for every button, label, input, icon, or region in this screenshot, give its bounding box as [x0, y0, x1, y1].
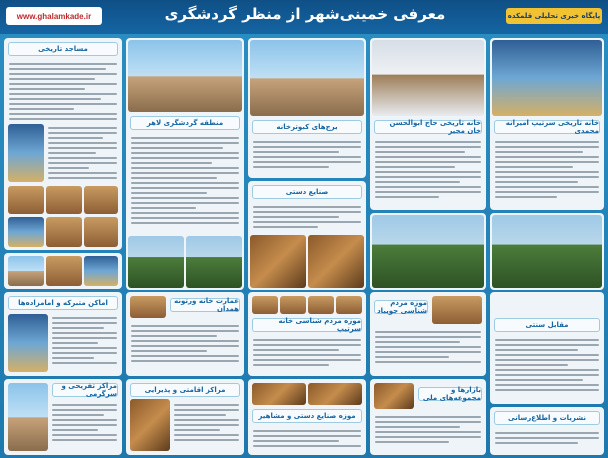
pigeon-text — [253, 138, 361, 176]
crafts-text — [253, 203, 361, 233]
stores-photo — [130, 296, 166, 318]
handcraft-photo-1 — [252, 383, 306, 405]
holy-title: اماکن متبرکه و امامزاده‌ها — [8, 296, 118, 310]
sartip-photo-4 — [336, 296, 362, 314]
mosque-photo-2 — [8, 186, 44, 214]
hajbagher-title: خانه تاریخی حاج ابوالحسن خان مجیر — [374, 120, 482, 134]
residence-photo — [130, 399, 170, 451]
bazaar-photo — [374, 383, 414, 409]
recreation-title: مراکز تفریحی و سرگرمی — [52, 383, 118, 397]
imamzadeh-photo — [492, 40, 602, 116]
residence-title: مراکز اقامتی و پذیرایی — [130, 383, 240, 397]
holy-text — [52, 314, 117, 372]
sartip-photo-3 — [308, 296, 334, 314]
sartip-photo-2 — [280, 296, 306, 314]
local-food-text — [495, 336, 599, 402]
mosque-photo-3 — [46, 186, 82, 214]
mosques-text-2 — [48, 124, 117, 182]
publications-card — [490, 407, 604, 455]
handcraft-text — [253, 427, 361, 453]
imamzadeh-title: خانه تاریخی سرتیپ امیرانه محمدی — [494, 120, 600, 134]
hajbagher-text — [375, 138, 481, 208]
publications-title: نشریات و اطلاع‌رسانی — [494, 411, 600, 425]
anthro-title: موزه مردم شناسی جویباد — [374, 300, 428, 314]
shrine-photo — [8, 314, 48, 372]
handcraft-photo-2 — [308, 383, 362, 405]
stores-card — [126, 292, 244, 376]
anthro-text — [375, 328, 481, 374]
mosque-photo-10 — [84, 256, 118, 286]
org-badge: پایگاه خبری تحلیلی قلمکده — [506, 8, 602, 24]
crafts-photo-2 — [308, 235, 364, 288]
publications-text — [495, 429, 599, 453]
lahar-text — [131, 134, 239, 234]
holy-card — [4, 292, 122, 376]
imamzadeh-text — [495, 138, 599, 208]
mosque-photo-6 — [46, 217, 82, 247]
bazaar-card — [370, 379, 486, 455]
mosque-photo-1 — [8, 124, 44, 182]
header-bar — [0, 0, 608, 34]
handcraft-museum-title: موزه صنایع دستی و مشاهیر — [252, 409, 362, 423]
residence-text — [174, 401, 239, 451]
pigeon-card — [248, 38, 366, 178]
imamzadeh-card — [490, 38, 604, 210]
lahar-photo-3 — [186, 236, 242, 288]
bazaar-title: بازارها و مجموعه‌های ملی — [418, 387, 482, 401]
local-food-title: مقابل سنتی — [494, 318, 600, 332]
mosques-title: مساجد تاریخی — [8, 42, 118, 56]
mosque-photo-4 — [84, 186, 118, 214]
stores-title: عمارت خانه ورتونه همدان — [170, 298, 240, 312]
sartip-house-photo — [492, 215, 602, 288]
sartip-house-photo-card — [490, 213, 604, 290]
mosque-photo-7 — [84, 217, 118, 247]
lahar-card — [126, 38, 244, 290]
zipline-photo — [8, 383, 48, 451]
sartip-museum-card — [248, 292, 366, 376]
sartip-photo-1 — [252, 296, 278, 314]
page-title: معرفی خمینی‌شهر از منظر گردشگری — [164, 5, 446, 23]
lahar-photo-2 — [128, 236, 184, 288]
hajbagher-photo-card — [370, 213, 486, 290]
residence-card — [126, 379, 244, 455]
sartip-museum-title: موزه مردم شناسی خانه سرتیپ — [252, 318, 362, 332]
pigeon-title: برج‌های کبوترخانه — [252, 120, 362, 134]
mosque-photo-8 — [8, 256, 44, 286]
crafts-title: صنایع دستی — [252, 185, 362, 199]
anthro-photo — [432, 296, 482, 324]
mosque-photo-5 — [8, 217, 44, 247]
pigeon-tower-photo — [250, 40, 364, 116]
lahar-photo — [128, 40, 242, 112]
hajbagher-card — [370, 38, 486, 210]
hajbagher-photo-2 — [372, 215, 484, 288]
anthro-card — [370, 292, 486, 376]
mosques-text — [9, 60, 117, 122]
recreation-text — [52, 401, 117, 451]
stores-text — [131, 322, 239, 372]
sartip-text — [253, 336, 361, 374]
site-url[interactable]: www.ghalamkade.ir — [6, 7, 102, 25]
handcraft-museum-card — [248, 379, 366, 455]
crafts-photo-1 — [250, 235, 306, 288]
recreation-card — [4, 379, 122, 455]
local-food-card — [490, 292, 604, 404]
crafts-card — [248, 181, 366, 290]
mosque-photo-9 — [46, 256, 82, 286]
mosque-strip — [4, 253, 122, 289]
lahar-title: منطقه گردشگری لاهر — [130, 116, 240, 130]
hajbagher-photo — [372, 40, 484, 116]
bazaar-text — [375, 413, 481, 453]
mosques-card — [4, 38, 122, 250]
